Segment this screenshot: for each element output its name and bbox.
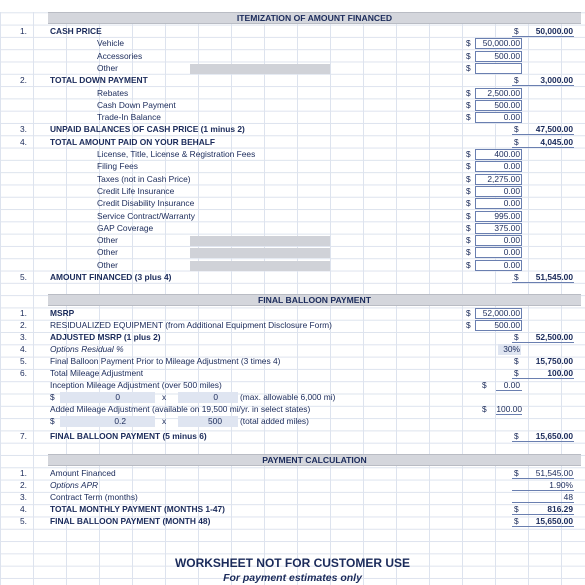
row-number: 4. <box>20 504 27 514</box>
dollar-sign: $ <box>466 50 471 61</box>
added-rate: 0.2 <box>114 416 126 426</box>
total-value: 50,000.00 <box>535 26 573 36</box>
total-value: 4,045.00 <box>540 136 573 147</box>
section-label: TOTAL AMOUNT PAID ON YOUR BEHALF <box>50 136 216 147</box>
amount-value: 2,275.00 <box>487 173 520 184</box>
itemization-title: ITEMIZATION OF AMOUNT FINANCED <box>236 13 393 23</box>
inception-miles: 0 <box>213 392 218 402</box>
payment-label: TOTAL MONTHLY PAYMENT (MONTHS 1-47) <box>50 504 225 514</box>
dollar-sign: $ <box>466 161 471 172</box>
amount-value: 0.00 <box>503 185 520 196</box>
item-label: Other <box>97 235 118 246</box>
dollar-sign: $ <box>466 259 471 270</box>
dollar-sign: $ <box>50 392 55 402</box>
amount-field[interactable] <box>475 63 522 74</box>
inception-amount: 0.00 <box>503 380 520 390</box>
total-mileage-total: 100.00 <box>547 368 573 378</box>
dollar-sign: $ <box>466 185 471 196</box>
amount-value: 500.00 <box>494 50 520 61</box>
item-label: Other <box>97 259 118 270</box>
item-label: Other <box>97 247 118 258</box>
options-residual-value: 30% <box>503 344 520 354</box>
msrp-label: MSRP <box>50 308 75 318</box>
amount-value: 0.00 <box>503 161 520 172</box>
final-balloon-total: 15,650.00 <box>535 431 573 441</box>
itemization-header <box>48 12 581 24</box>
added-mileage-label: Added Mileage Adjustment (available on 19,500 mi/yr. in select states) <box>50 404 311 414</box>
amount-value: 375.00 <box>494 222 520 233</box>
balloon-title: FINAL BALLOON PAYMENT <box>258 295 371 305</box>
amount-value: 0.00 <box>503 112 520 123</box>
item-label: Filing Fees <box>97 161 138 172</box>
top-strip <box>0 0 585 12</box>
msrp-value: 52,000.00 <box>482 308 520 318</box>
payment-value: 816.29 <box>547 504 573 514</box>
total-mileage-label: Total Mileage Adjustment <box>50 368 144 378</box>
inception-rate: 0 <box>115 392 120 402</box>
amount-value: 500.00 <box>494 99 520 110</box>
multiply-sign: x <box>162 392 167 402</box>
amount-value: 995.00 <box>494 210 520 221</box>
dollar-sign: $ <box>514 356 519 366</box>
payment-label: Contract Term (months) <box>50 492 138 502</box>
item-label: Credit Life Insurance <box>97 185 175 196</box>
dollar-sign: $ <box>514 272 519 282</box>
amount-value: 2,500.00 <box>487 87 520 98</box>
total-value: 47,500.00 <box>535 124 573 135</box>
residualized-equipment-value: 500.00 <box>494 320 520 330</box>
item-label: Rebates <box>97 87 129 98</box>
payment-label: FINAL BALLOON PAYMENT (MONTH 48) <box>50 516 211 526</box>
item-label: Other <box>97 62 118 73</box>
row-number: 7. <box>20 431 27 441</box>
row-number: 5. <box>20 272 27 282</box>
payment-label: Options APR <box>50 480 99 490</box>
row-number: 3. <box>20 492 27 502</box>
payment-label: Amount Financed <box>50 468 116 478</box>
dollar-sign: $ <box>482 404 487 414</box>
payment-value: 48 <box>563 492 573 502</box>
dollar-sign: $ <box>482 380 487 390</box>
row-number: 4. <box>20 136 27 147</box>
item-label: License, Title, License & Registration Fees <box>97 149 256 159</box>
row-number: 1. <box>20 26 27 36</box>
final-prior-label: Final Balloon Payment Prior to Mileage Adjustment (3 times 4) <box>50 356 281 366</box>
other-description-field[interactable] <box>190 248 330 258</box>
dollar-sign: $ <box>514 368 519 378</box>
item-label: Trade-In Balance <box>97 112 161 123</box>
dollar-sign: $ <box>514 75 519 86</box>
section-label: TOTAL DOWN PAYMENT <box>50 75 148 86</box>
dollar-sign: $ <box>466 247 471 258</box>
item-label: Cash Down Payment <box>97 99 176 110</box>
amount-value: 50,000.00 <box>482 38 520 49</box>
multiply-sign: x <box>162 416 167 426</box>
section-label: AMOUNT FINANCED (3 plus 4) <box>50 272 172 282</box>
section-label: UNPAID BALANCES OF CASH PRICE (1 minus 2) <box>50 124 245 135</box>
residualized-equipment-label: RESIDUALIZED EQUIPMENT (from Additional Equipment Disclosure Form) <box>50 320 332 330</box>
options-residual-label: Options Residual % <box>50 344 124 354</box>
row-number: 2. <box>20 480 27 490</box>
row-number: 2. <box>20 320 27 330</box>
total-value: 3,000.00 <box>540 75 573 86</box>
footer-title: WORKSHEET NOT FOR CUSTOMER USE <box>174 556 411 570</box>
dollar-sign: $ <box>466 320 471 330</box>
item-label: Vehicle <box>97 38 125 49</box>
row-number: 3. <box>20 124 27 135</box>
row-number: 5. <box>20 516 27 526</box>
row-number: 1. <box>20 308 27 318</box>
inception-label: Inception Mileage Adjustment (over 500 miles) <box>50 380 222 390</box>
row-number: 1. <box>20 468 27 478</box>
payment-value: 15,650.00 <box>535 516 573 526</box>
dollar-sign: $ <box>514 504 519 514</box>
dollar-sign: $ <box>466 149 471 159</box>
dollar-sign: $ <box>466 198 471 209</box>
row-number: 5. <box>20 356 27 366</box>
balloon-header <box>48 294 581 306</box>
other-description-field[interactable] <box>190 64 330 74</box>
adjusted-msrp-label: ADJUSTED MSRP (1 plus 2) <box>50 332 161 342</box>
final-balloon-label: FINAL BALLOON PAYMENT (5 minus 6) <box>50 431 207 441</box>
amount-value: 0.00 <box>503 247 520 258</box>
item-label: GAP Coverage <box>97 222 154 233</box>
other-description-field[interactable] <box>190 261 330 271</box>
final-prior-total: 15,750.00 <box>535 356 573 366</box>
dollar-sign: $ <box>466 210 471 221</box>
dollar-sign: $ <box>514 431 519 441</box>
dollar-sign: $ <box>466 308 471 318</box>
payment-header <box>48 454 581 466</box>
footer-subtitle: For payment estimates only <box>223 572 362 584</box>
dollar-sign: $ <box>466 99 471 110</box>
dollar-sign: $ <box>466 222 471 233</box>
dollar-sign: $ <box>514 468 519 478</box>
dollar-sign: $ <box>466 235 471 246</box>
dollar-sign: $ <box>514 516 519 526</box>
item-label: Service Contract/Warranty <box>97 210 195 221</box>
adjusted-msrp-total: 52,500.00 <box>535 332 573 342</box>
amount-value: 0.00 <box>503 259 520 270</box>
dollar-sign: $ <box>466 173 471 184</box>
dollar-sign: $ <box>514 26 519 36</box>
payment-value: 51,545.00 <box>535 468 573 478</box>
payment-value: 1.90% <box>549 480 573 490</box>
item-label: Accessories <box>97 50 143 61</box>
item-label: Credit Disability Insurance <box>97 198 195 209</box>
added-note: (total added miles) <box>240 416 309 426</box>
dollar-sign: $ <box>50 416 55 426</box>
amount-value: 400.00 <box>494 149 520 159</box>
section-label: CASH PRICE <box>50 26 102 36</box>
added-mileage-amount: 100.00 <box>496 404 522 414</box>
row-number: 4. <box>20 344 27 354</box>
row-number: 3. <box>20 332 27 342</box>
inception-note: (max. allowable 6,000 mi) <box>240 392 336 402</box>
dollar-sign: $ <box>514 136 519 147</box>
added-miles: 500 <box>208 416 222 426</box>
payment-title: PAYMENT CALCULATION <box>262 455 367 465</box>
other-description-field[interactable] <box>190 236 330 246</box>
dollar-sign: $ <box>514 124 519 135</box>
dollar-sign: $ <box>466 62 471 73</box>
amount-value: 0.00 <box>503 235 520 246</box>
dollar-sign: $ <box>466 112 471 123</box>
dollar-sign: $ <box>466 38 471 49</box>
row-number: 2. <box>20 75 27 86</box>
dollar-sign: $ <box>514 332 519 342</box>
item-label: Taxes (not in Cash Price) <box>97 173 191 184</box>
dollar-sign: $ <box>466 87 471 98</box>
row-number: 6. <box>20 368 27 378</box>
amount-value: 0.00 <box>503 198 520 209</box>
total-value: 51,545.00 <box>535 272 573 282</box>
